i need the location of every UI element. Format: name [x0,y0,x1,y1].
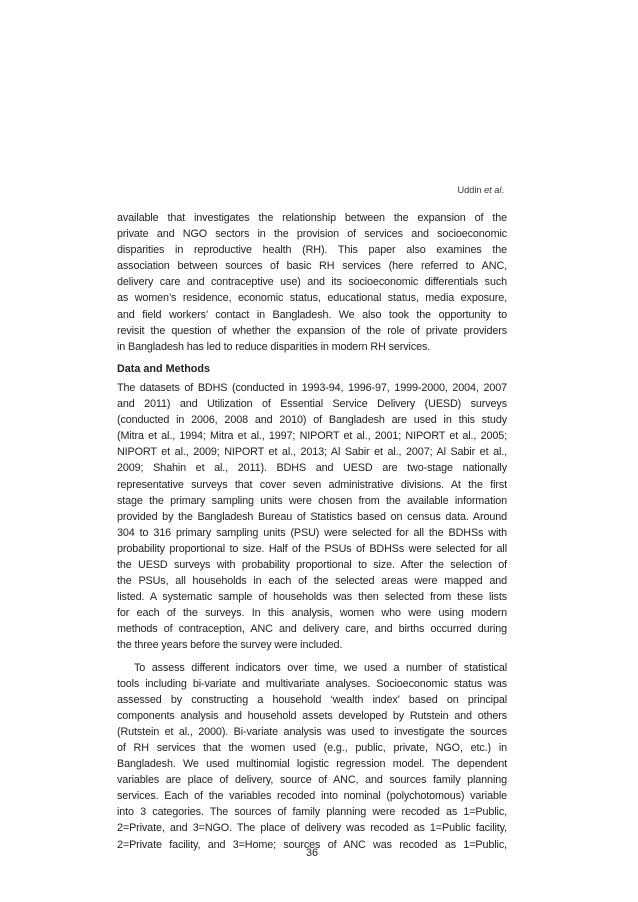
text-line: available that investigates the relationship between the expansion of the [117,212,507,224]
text-line: components analysis and household assets developed by Rutstein and others [117,709,507,722]
text-line: association between sources of basic RH services (here referred to ANC, [117,260,507,273]
data-paragraph [117,380,507,654]
text-line: (Mitra et al., 1994; Mitra et al., 1997; NIPORT et al., 2001; NIPORT et al., 2005; [117,430,507,443]
text-line: in Bangladesh has led to reduce disparities in modern RH services. [117,340,431,353]
text-line: provided by the Bangladesh Bureau of Statistics based on census data. Around [117,510,507,523]
text-line: methods of contraception, ANC and delivery care, and births occurred during [117,623,507,636]
text-line: the three years before the survey were included. [117,639,343,652]
text-line: disparities in reproductive health (RH). This paper also examines the [117,244,507,257]
text-line: the UESD surveys with probability proportional to size. After the selection of [117,558,507,571]
text-line: representative surveys that cover seven administrative divisions. At the first [117,478,507,491]
methods-paragraph [117,660,507,853]
page-number: 36 [305,847,318,859]
text-line: variables are place of delivery, source of ANC, and sources family planning [117,774,507,787]
text-line: assessed by constructing a household ‘wealth index’ based on principal [117,693,507,706]
running-head [117,184,504,196]
running-head-period: . [501,185,504,195]
text-line: tools including bi-variate and multivariate analyses. Socioeconomic status was [117,677,507,690]
text-line: The datasets of BDHS (conducted in 1993-94, 1996-97, 1999-2000, 2004, 2007 [117,381,507,394]
text-line: Bangladesh. We used multinomial logistic regression model. The dependent [117,758,507,771]
text-line: (Rutstein et al., 2000). Bi-variate analysis was used to investigate the sources [117,725,507,738]
text-line: 2009; Shahin et al., 2011). BDHS and UESD are two-stage nationally [117,462,507,475]
text-line: and 2011) and Utilization of Essential Service Delivery (UESD) surveys [117,398,507,411]
text-line: listed. A systematic sample of households was then selected from these lists [117,591,507,604]
text-line: the PSUs, all households in each of the selected areas were mapped and [117,575,507,588]
text-line: 2=Private, and 3=NGO. The place of delivery was recoded as 1=Public facility, [117,822,507,835]
text-line: stage the primary sampling units were chosen from the available information [117,494,507,507]
text-line: 2=Private facility, and 3=Home; sources of ANC was recoded as 1=Public, [117,838,507,851]
text-line: of RH services that the women used (e.g., public, private, NGO, etc.) in [117,742,507,754]
text-line: into 3 categories. The sources of family planning were recoded as 1=Public, [117,806,507,819]
section-heading: Data and Methods [117,362,210,375]
text-line: and field workers’ contact in Bangladesh. We also took the opportunity to [117,308,507,321]
text-line: for each of the surveys. In this analysis, women who were using modern [117,607,507,620]
text-line: as women’s residence, economic status, educational status, media exposure, [117,292,507,305]
text-line: NIPORT et al., 2009; NIPORT et al., 2013; Al Sabir et al., 2007; Al Sabir et al., [117,446,507,459]
body-text [117,210,507,853]
text-line: (conducted in 2006, 2008 and 2010) of Bangladesh are used in this study [117,414,507,427]
text-line: probability proportional to size. Half of the PSUs of BDHSs were selected for all [117,542,507,555]
text-line: services. Each of the variables recoded into nominal (polychotomous) variable [117,790,507,803]
text-line: 304 to 316 primary sampling units (PSU) were selected for all the BDHSs with [117,526,507,539]
intro-paragraph [117,210,507,355]
text-line: To assess different indicators over time, we used a number of statistical [134,661,507,674]
text-line: revisit the question of whether the expansion of the role of private providers [117,324,507,337]
running-head-author: Uddin [457,185,482,195]
text-line: delivery care and contraceptive use) and its socioeconomic differentials such [117,276,507,289]
text-line: private and NGO sectors in the provision of services and socioeconomic [117,228,507,241]
running-head-etal: et al [484,185,502,195]
